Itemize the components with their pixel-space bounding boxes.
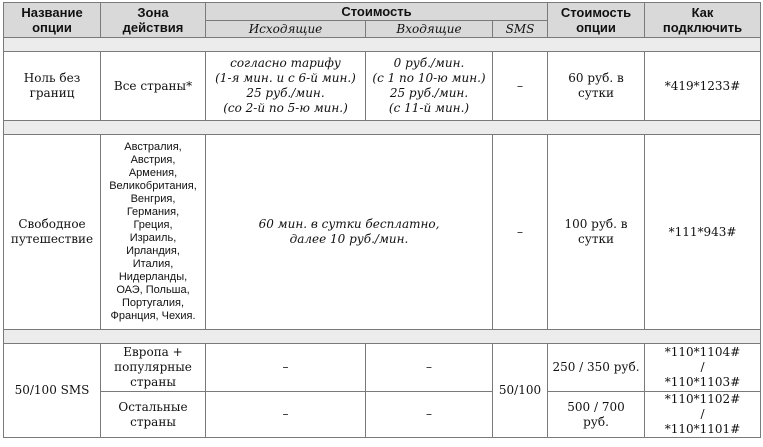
option-zone: Остальные страны xyxy=(101,392,206,438)
table-row xyxy=(4,392,761,438)
outgoing-price: – xyxy=(206,344,366,392)
table-row xyxy=(4,344,761,392)
header-zone: Зона действия xyxy=(101,3,206,38)
option-name: 50/100 SMS xyxy=(4,344,101,438)
ussd-code: *111*943# xyxy=(645,135,761,330)
header-option-name: Название опции xyxy=(4,3,101,38)
roaming-options-table xyxy=(3,2,761,438)
option-name: Свободное путешествие xyxy=(4,135,101,330)
option-cost: 250 / 350 руб. xyxy=(548,344,645,392)
spacer-row xyxy=(4,38,761,52)
outgoing-price: – xyxy=(206,392,366,438)
country-list: Австралия, Австрия, Армения, Великобритания, Венгрия, Германия, Греция, Израиль, Ирландия, Италия, Нидерланды, ОАЭ, Польша, Португалия, Франция, Чехия. xyxy=(101,135,206,330)
header-sms: SMS xyxy=(493,21,548,38)
header-incoming: Входящие xyxy=(366,21,493,38)
ussd-code: *419*1233# xyxy=(645,52,761,121)
ussd-code: *110*1104# / *110*1103# xyxy=(645,344,761,392)
sms-count: 50/100 xyxy=(493,344,548,438)
option-zone: Европа + популярные страны xyxy=(101,344,206,392)
table-row xyxy=(4,52,761,121)
header-how-to-connect: Как подключить xyxy=(645,3,761,38)
outgoing-price: согласно тарифу (1-я мин. и с 6-й мин.) 25 руб./мин. (со 2-й по 5-ю мин.) xyxy=(206,52,366,121)
incoming-price: – xyxy=(366,344,493,392)
spacer-row xyxy=(4,121,761,135)
spacer-row xyxy=(4,330,761,344)
ussd-code: *110*1102# / *110*1101# xyxy=(645,392,761,438)
incoming-price: – xyxy=(366,392,493,438)
sms-price: – xyxy=(493,135,548,330)
header-cost: Стоимость xyxy=(206,3,548,21)
option-cost: 100 руб. в сутки xyxy=(548,135,645,330)
option-zone: Все страны* xyxy=(101,52,206,121)
header-option-cost: Стоимость опции xyxy=(548,3,645,38)
table-row xyxy=(4,135,761,330)
option-name: Ноль без границ xyxy=(4,52,101,121)
option-cost: 500 / 700 руб. xyxy=(548,392,645,438)
incoming-price: 0 руб./мин. (с 1 по 10-ю мин.) 25 руб./мин. (с 11-й мин.) xyxy=(366,52,493,121)
sms-price: – xyxy=(493,52,548,121)
option-cost: 60 руб. в сутки xyxy=(548,52,645,121)
header-outgoing: Исходящие xyxy=(206,21,366,38)
calls-price: 60 мин. в сутки бесплатно, далее 10 руб./мин. xyxy=(206,135,493,330)
